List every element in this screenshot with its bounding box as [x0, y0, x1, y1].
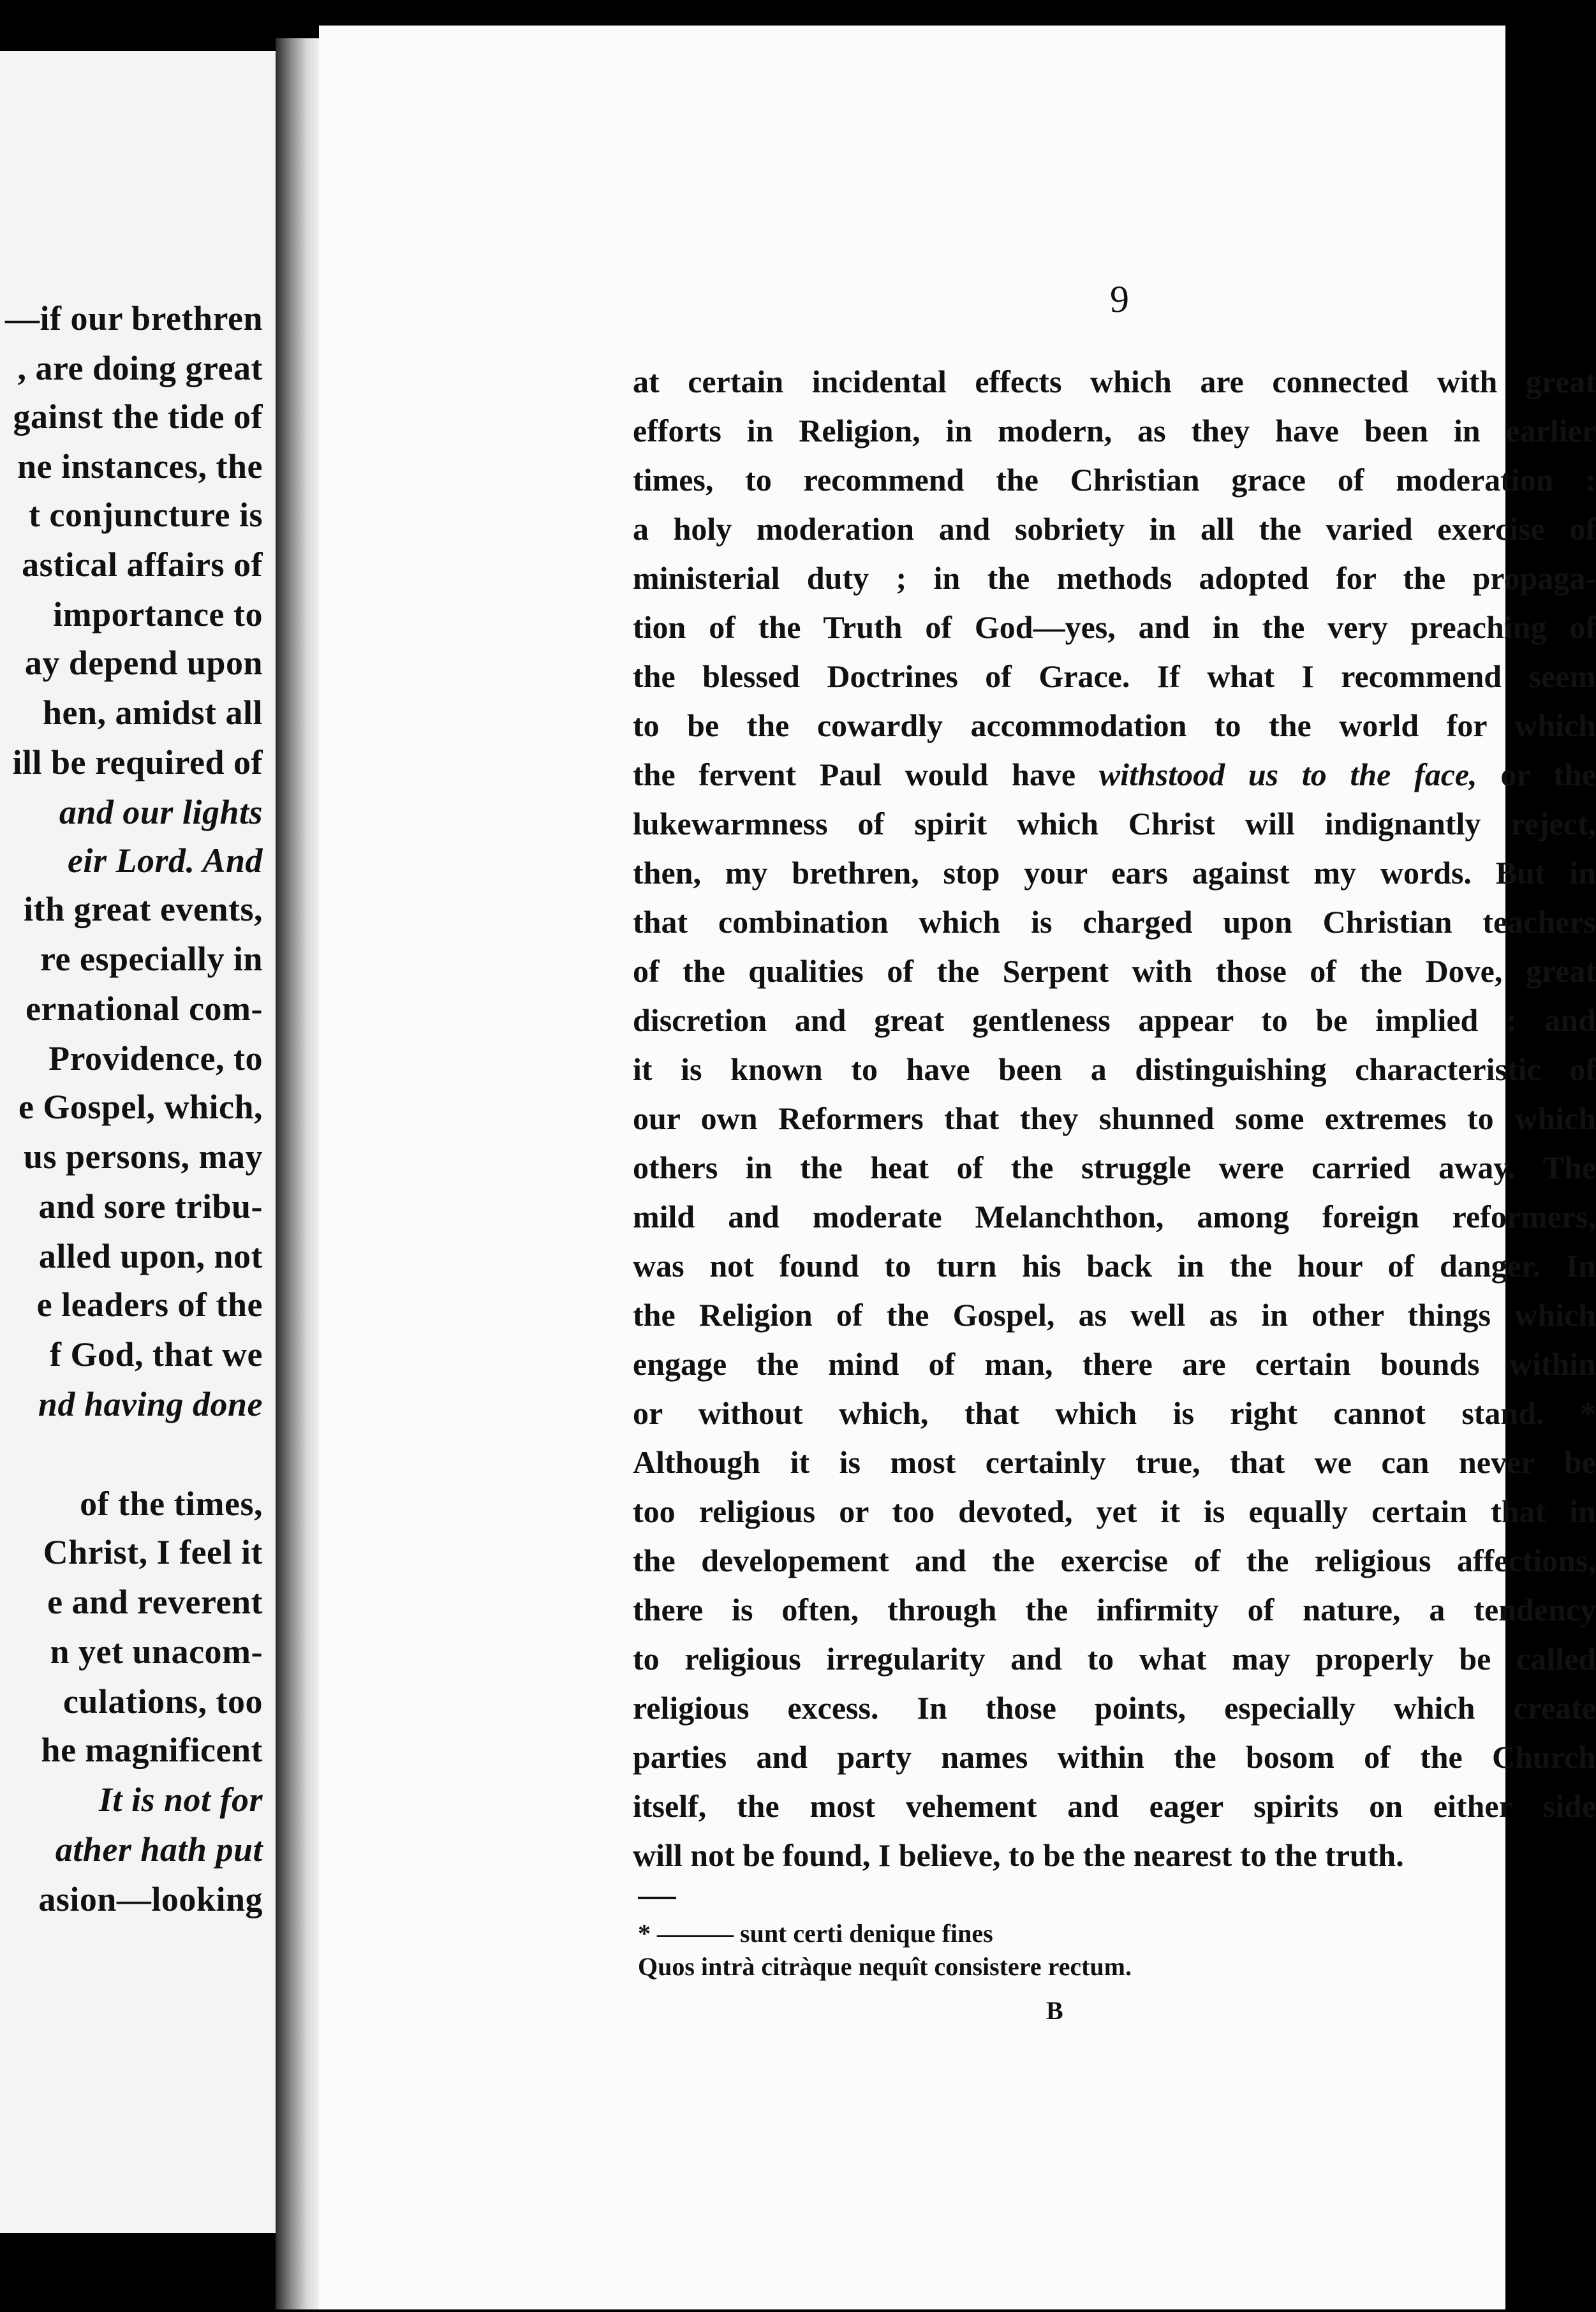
text-line: the developement and the exercise of the religious affections,: [633, 1543, 1596, 1578]
text-line: too religious or too devoted, yet it is equally certain that in: [633, 1493, 1596, 1529]
left-page-line: astical affairs of: [22, 545, 263, 584]
text-line: itself, the most vehement and eager spirits on either side: [633, 1788, 1596, 1824]
text-line: others in the heat of the struggle were carried away. The: [633, 1150, 1596, 1185]
left-page-line: he magnificent: [41, 1731, 263, 1769]
left-page-line: Christ, I feel it: [43, 1533, 263, 1571]
text-line: to be the cowardly accommodation to the world for which: [633, 708, 1596, 743]
text-line: of the qualities of the Serpent with those of the Dove, great: [633, 953, 1596, 989]
text-line: religious excess. In those points, especially which create: [633, 1690, 1596, 1726]
text-line: mild and moderate Melanchthon, among foreign reformers,: [633, 1199, 1596, 1234]
left-page-line: ernational com-: [26, 989, 263, 1028]
left-page-line: e leaders of the: [36, 1286, 263, 1324]
italic-phrase: withstood us to the face,: [1098, 757, 1477, 792]
text-line: was not found to turn his back in the hour of danger. In: [633, 1248, 1596, 1284]
left-page-line: Providence, to: [48, 1039, 263, 1078]
text-line: there is often, through the infirmity of nature, a tendency: [633, 1592, 1596, 1627]
text-line: to religious irregularity and to what may properly be called: [633, 1641, 1596, 1677]
left-page-line: ather hath put: [55, 1830, 263, 1869]
text-line: it is known to have been a distinguishing characteristic of: [633, 1051, 1596, 1087]
text-line: at certain incidental effects which are connected with great: [633, 364, 1596, 399]
left-page-line: n yet unacom-: [50, 1633, 263, 1671]
text-line: discretion and great gentleness appear to be implied : and: [633, 1002, 1596, 1038]
text-line: that combination which is charged upon Christian teachers: [633, 904, 1596, 940]
text-line: Although it is most certainly true, that we can never be: [633, 1444, 1596, 1480]
text-line: times, to recommend the Christian grace of moderation :: [633, 462, 1596, 498]
left-page-line: asion—looking: [38, 1880, 263, 1918]
left-page-line: e Gospel, which,: [18, 1088, 263, 1126]
body-text: [633, 357, 1596, 1880]
footnote-rule: [638, 1897, 676, 1899]
left-page-line: us persons, may: [23, 1137, 263, 1176]
text-line: parties and party names within the bosom of the Church: [633, 1739, 1596, 1775]
left-page-line: alled upon, not: [38, 1237, 263, 1275]
left-page-line: f God, that we: [50, 1335, 263, 1374]
left-page-line: of the times,: [80, 1485, 263, 1523]
left-page-line: and sore tribu-: [38, 1187, 263, 1226]
book-gutter: [276, 38, 320, 2309]
left-page-line: nd having done: [38, 1385, 263, 1423]
footnote: [638, 1917, 1276, 1983]
page: [319, 26, 1596, 2309]
left-page-line: importance to: [53, 595, 263, 634]
text-line: then, my brethren, stop your ears against my words. But in: [633, 855, 1596, 891]
left-page-line: e and reverent: [47, 1583, 263, 1621]
left-page-line: It is not for: [98, 1781, 263, 1819]
text-line: ministerial duty ; in the methods adopted for the propaga-: [633, 560, 1596, 596]
footnote-line: * ——— sunt certi denique fines: [638, 1919, 993, 1948]
text-line: lukewarmness of spirit which Christ will indignantly reject,: [633, 806, 1596, 841]
left-page-line: eir Lord. And: [67, 841, 263, 880]
left-page-line: ill be required of: [12, 743, 263, 782]
left-page-line: gainst the tide of: [13, 397, 263, 436]
text-line: [633, 750, 1596, 799]
text-line: will not be found, I believe, to be the nearest to the truth.: [633, 1837, 1404, 1873]
page-number: 9: [1110, 278, 1129, 320]
signature-mark: B: [1046, 1996, 1063, 2025]
text-line: or without which, that which is right cannot stand. *: [633, 1395, 1596, 1431]
left-page-line: and our lights: [59, 793, 263, 831]
left-page-line: re especially in: [40, 940, 263, 978]
text-line: the blessed Doctrines of Grace. If what I recommend seem: [633, 658, 1596, 694]
text-line: tion of the Truth of God—yes, and in the very preaching of: [633, 609, 1596, 645]
left-page-line: hen, amidst all: [42, 693, 263, 732]
text-line-head: the fervent Paul would have: [633, 757, 1099, 792]
text-line-tail: or the: [1477, 757, 1596, 792]
text-line: efforts in Religion, in modern, as they have been in earlier: [633, 413, 1596, 448]
left-page-line: —if our brethren: [4, 299, 263, 337]
text-line: engage the mind of man, there are certain bounds within: [633, 1346, 1596, 1382]
previous-page-fragment: [0, 51, 276, 2233]
left-page-line: t conjuncture is: [29, 496, 263, 534]
left-page-line: , are doing great: [17, 349, 263, 387]
left-page-line: ne instances, the: [17, 447, 263, 485]
text-line: a holy moderation and sobriety in all the varied exercise of: [633, 511, 1596, 547]
footnote-line: Quos intrà citràque nequît consistere rectum.: [638, 1952, 1132, 1981]
left-page-line: culations, too: [63, 1682, 263, 1721]
left-page-line: ay depend upon: [24, 644, 263, 682]
left-page-line: ith great events,: [24, 890, 263, 928]
text-line: the Religion of the Gospel, as well as in other things which: [633, 1297, 1596, 1333]
text-line: our own Reformers that they shunned some extremes to which: [633, 1100, 1596, 1136]
